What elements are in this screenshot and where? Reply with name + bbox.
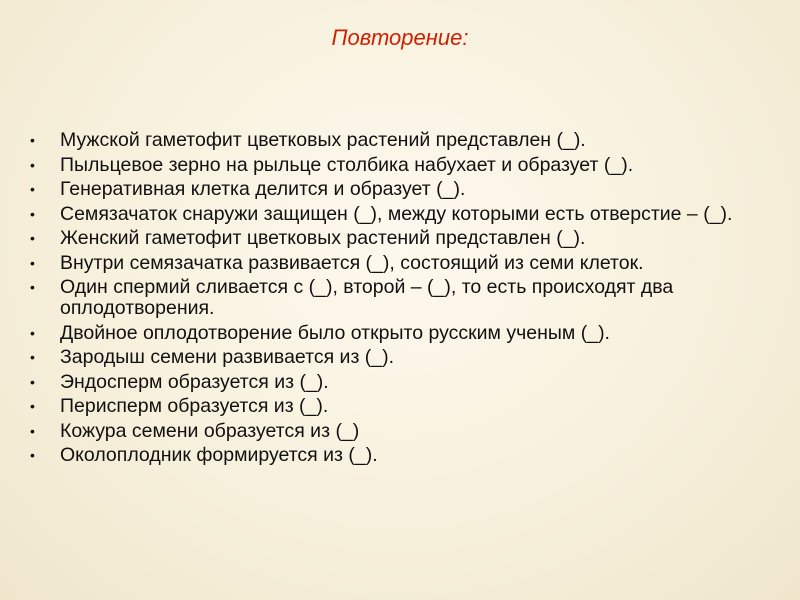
bullet-icon: • [30, 230, 35, 246]
bullet-text: Эндосперм образуется из (_). [60, 370, 329, 393]
bullet-icon: • [30, 422, 35, 439]
bullet-item [30, 155, 775, 176]
bullet-item [30, 228, 775, 249]
bullet-text: Двойное оплодотворение было открыто русским ученым (_). [60, 321, 610, 344]
bullet-item [30, 277, 775, 319]
bullet-icon: • [30, 447, 35, 463]
bullet-text: Перисперм образуется из (_). [60, 395, 329, 417]
bullet-icon: • [30, 254, 35, 271]
bullet-icon: • [30, 373, 35, 390]
bullet-text: Женский гаметофит цветковых растений представлен (_). [60, 227, 586, 249]
bullet-item [30, 179, 775, 200]
bullet-list [30, 130, 775, 470]
bullet-text: Кожура семени образуется из (_) [60, 419, 360, 442]
bullet-text: Семязачаток снаружи защищен (_), между которыми есть отверстие – (_). [60, 202, 733, 225]
bullet-text: Зародыш семени развивается из (_). [60, 346, 395, 368]
bullet-icon: • [30, 132, 35, 148]
bullet-icon: • [30, 156, 35, 173]
bullet-item [30, 323, 775, 344]
bullet-icon: • [30, 398, 35, 414]
bullet-item [30, 130, 775, 151]
bullet-text: Внутри семязачатка развивается (_), состоящий из семи клеток. [60, 251, 644, 274]
bullet-item [30, 372, 775, 393]
bullet-item [30, 421, 775, 442]
bullet-text: Околоплодник формируется из (_). [60, 444, 378, 466]
bullet-icon: • [30, 279, 35, 295]
bullet-text: Генеративная клетка делится и образует (_). [60, 178, 466, 200]
bullet-item [30, 396, 775, 417]
bullet-icon: • [30, 205, 35, 222]
bullet-text: Мужской гаметофит цветковых растений представлен (_). [60, 129, 586, 151]
bullet-text: Один спермий сливается с (_), второй – (_), то есть происходят два оплодотворения. [60, 276, 674, 319]
bullet-item [30, 253, 775, 274]
slide-title: Повторение: [331, 25, 469, 50]
bullet-item [30, 347, 775, 368]
bullet-text: Пыльцевое зерно на рыльце столбика набухает и образует (_). [60, 153, 634, 176]
bullet-item [30, 445, 775, 466]
bullet-item [30, 204, 775, 225]
bullet-icon: • [30, 181, 35, 197]
bullet-icon: • [30, 349, 35, 365]
bullet-icon: • [30, 324, 35, 341]
